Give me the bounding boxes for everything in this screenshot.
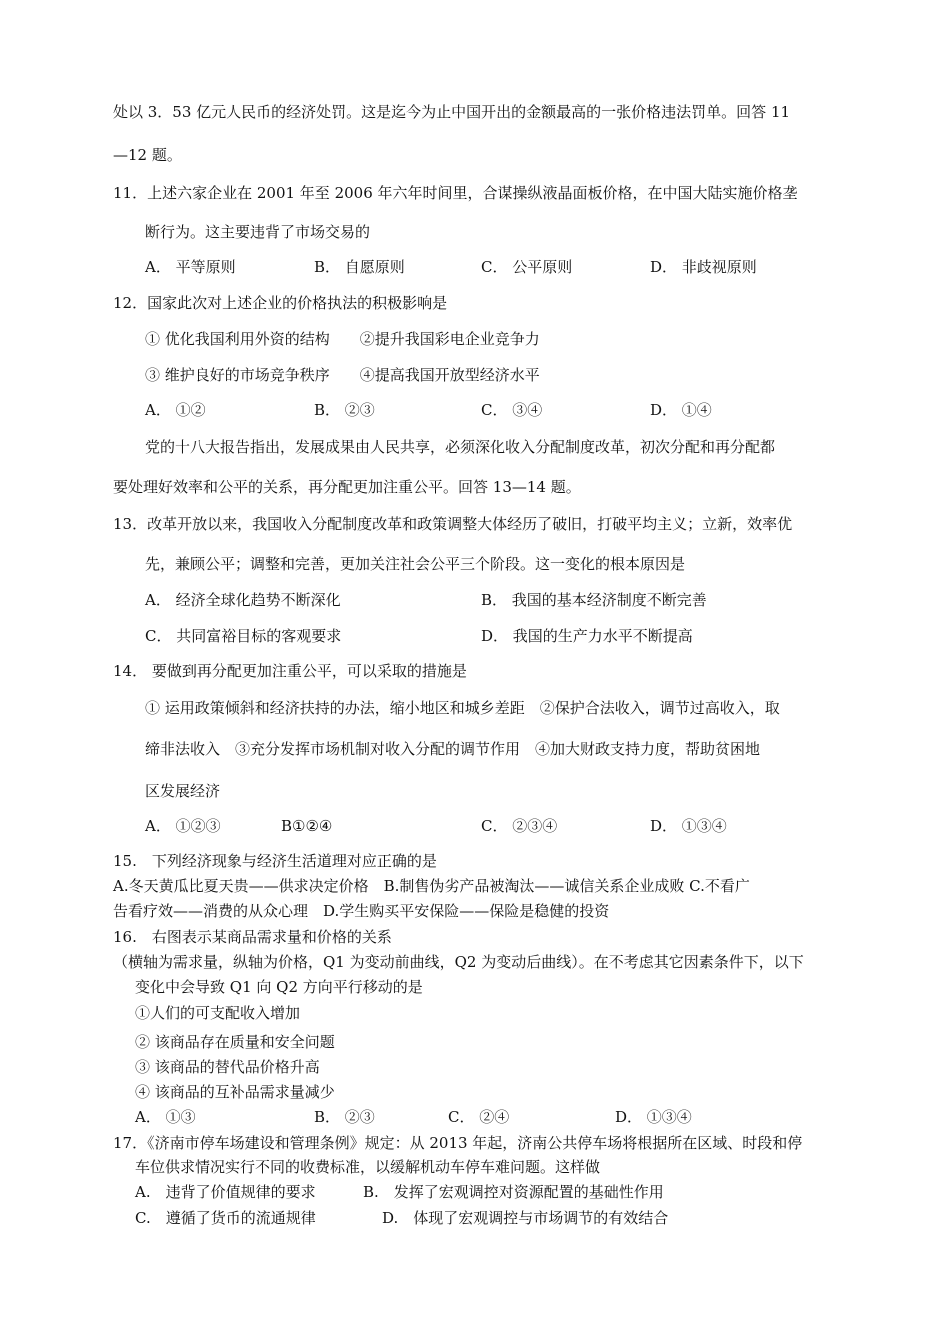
question-16-stem-cont: （横轴为需求量，纵轴为价格，Q1 为变动前曲线，Q2 为变动后曲线）。在不考虑其它因素条件下，以下 bbox=[113, 953, 804, 971]
q17-option-d: D. 体现了宏观调控与市场调节的有效结合 bbox=[382, 1209, 669, 1227]
q14-option-b: B①②④ bbox=[281, 817, 333, 835]
q11-option-a: A． 平等原则 bbox=[145, 258, 236, 276]
question-14-stem: 14． 要做到再分配更加注重公平，可以采取的措施是 bbox=[113, 662, 467, 680]
question-16-stem: 16. 右图表示某商品需求量和价格的关系 bbox=[113, 928, 392, 946]
q14-option-c: C． ②③④ bbox=[481, 817, 558, 835]
q14-items-line: 缔非法收入 ③充分发挥市场机制对收入分配的调节作用 ④加大财政支持力度，帮助贫困地 bbox=[145, 740, 761, 758]
q13-option-c: C． 共同富裕目标的客观要求 bbox=[145, 627, 342, 645]
q15-options-line: A.冬天黄瓜比夏天贵——供求决定价格 B.制售伪劣产品被淘汰——诚信关系企业成败 C.不看广 bbox=[113, 877, 750, 895]
q11-option-d: D． 非歧视原则 bbox=[650, 258, 757, 276]
q13-option-d: D． 我国的生产力水平不断提高 bbox=[481, 627, 693, 645]
q16-option-d: D． ①③④ bbox=[615, 1108, 692, 1126]
q16-item: ④ 该商品的互补品需求量减少 bbox=[135, 1083, 335, 1101]
q13-option-a: A． 经济全球化趋势不断深化 bbox=[145, 591, 341, 609]
q16-option-c: C． ②④ bbox=[448, 1108, 510, 1126]
q12-items-line: ③ 维护良好的市场竞争秩序 ④提高我国开放型经济水平 bbox=[145, 366, 540, 384]
question-12-stem: 12．国家此次对上述企业的价格执法的积极影响是 bbox=[113, 294, 448, 312]
q13-option-b: B． 我国的基本经济制度不断完善 bbox=[481, 591, 707, 609]
q11-option-c: C． 公平原则 bbox=[481, 258, 573, 276]
question-11-stem: 11．上述六家企业在 2001 年至 2006 年六年时间里，合谋操纵液晶面板价格，在中国大陆实施价格垄 bbox=[113, 184, 798, 202]
question-13-stem: 13．改革开放以来，我国收入分配制度改革和政策调整大体经历了破旧，打破平均主义；立新，效率优 bbox=[113, 515, 793, 533]
q15-options-line: 告看疗效——消费的从众心理 D.学生购买平安保险——保险是稳健的投资 bbox=[113, 902, 610, 920]
q16-item: ② 该商品存在质量和安全问题 bbox=[135, 1033, 335, 1051]
q14-items-line: 区发展经济 bbox=[145, 782, 221, 800]
material-text-line: 要处理好效率和公平的关系，再分配更加注重公平。回答 13—14 题。 bbox=[113, 478, 581, 496]
q16-item: ①人们的可支配收入增加 bbox=[135, 1004, 301, 1022]
q16-option-b: B． ②③ bbox=[314, 1108, 375, 1126]
material-text-line: —12 题。 bbox=[113, 146, 182, 164]
material-text-line: 党的十八大报告指出，发展成果由人民共享，必须深化收入分配制度改革，初次分配和再分配都 bbox=[145, 438, 776, 456]
q12-option-c: C． ③④ bbox=[481, 401, 543, 419]
q16-option-a: A． ①③ bbox=[135, 1108, 196, 1126]
q14-option-d: D． ①③④ bbox=[650, 817, 727, 835]
question-17-stem: 17．《济南市停车场建设和管理条例》规定：从 2013 年起，济南公共停车场将根据所在区域、时段和停 bbox=[113, 1134, 803, 1152]
question-15-stem: 15. 下列经济现象与经济生活道理对应正确的是 bbox=[113, 852, 437, 870]
q12-option-a: A． ①② bbox=[145, 401, 206, 419]
question-11-stem-cont: 断行为。这主要违背了市场交易的 bbox=[145, 223, 371, 241]
q14-items-line: ① 运用政策倾斜和经济扶持的办法，缩小地区和城乡差距 ②保护合法收入，调节过高收入，取 bbox=[145, 699, 780, 717]
question-17-stem-cont: 车位供求情况实行不同的收费标准，以缓解机动车停车难问题。这样做 bbox=[135, 1158, 601, 1176]
q12-option-b: B． ②③ bbox=[314, 401, 375, 419]
question-16-stem-cont: 变化中会导致 Q1 向 Q2 方向平行移动的是 bbox=[135, 978, 423, 996]
question-13-stem-cont: 先，兼顾公平；调整和完善，更加关注社会公平三个阶段。这一变化的根本原因是 bbox=[145, 555, 686, 573]
q12-items-line: ① 优化我国利用外资的结构 ②提升我国彩电企业竞争力 bbox=[145, 330, 540, 348]
q17-option-c: C. 遵循了货币的流通规律 bbox=[135, 1209, 316, 1227]
q16-item: ③ 该商品的替代品价格升高 bbox=[135, 1058, 320, 1076]
q12-option-d: D． ①④ bbox=[650, 401, 712, 419]
q17-option-b: B. 发挥了宏观调控对资源配置的基础性作用 bbox=[363, 1183, 664, 1201]
material-text-line: 处以 3．53 亿元人民币的经济处罚。这是迄今为止中国开出的金额最高的一张价格违法罚单。回答 11 bbox=[113, 103, 791, 121]
q14-option-a: A． ①②③ bbox=[145, 817, 221, 835]
q17-option-a: A. 违背了价值规律的要求 bbox=[135, 1183, 316, 1201]
q11-option-b: B． 自愿原则 bbox=[314, 258, 405, 276]
